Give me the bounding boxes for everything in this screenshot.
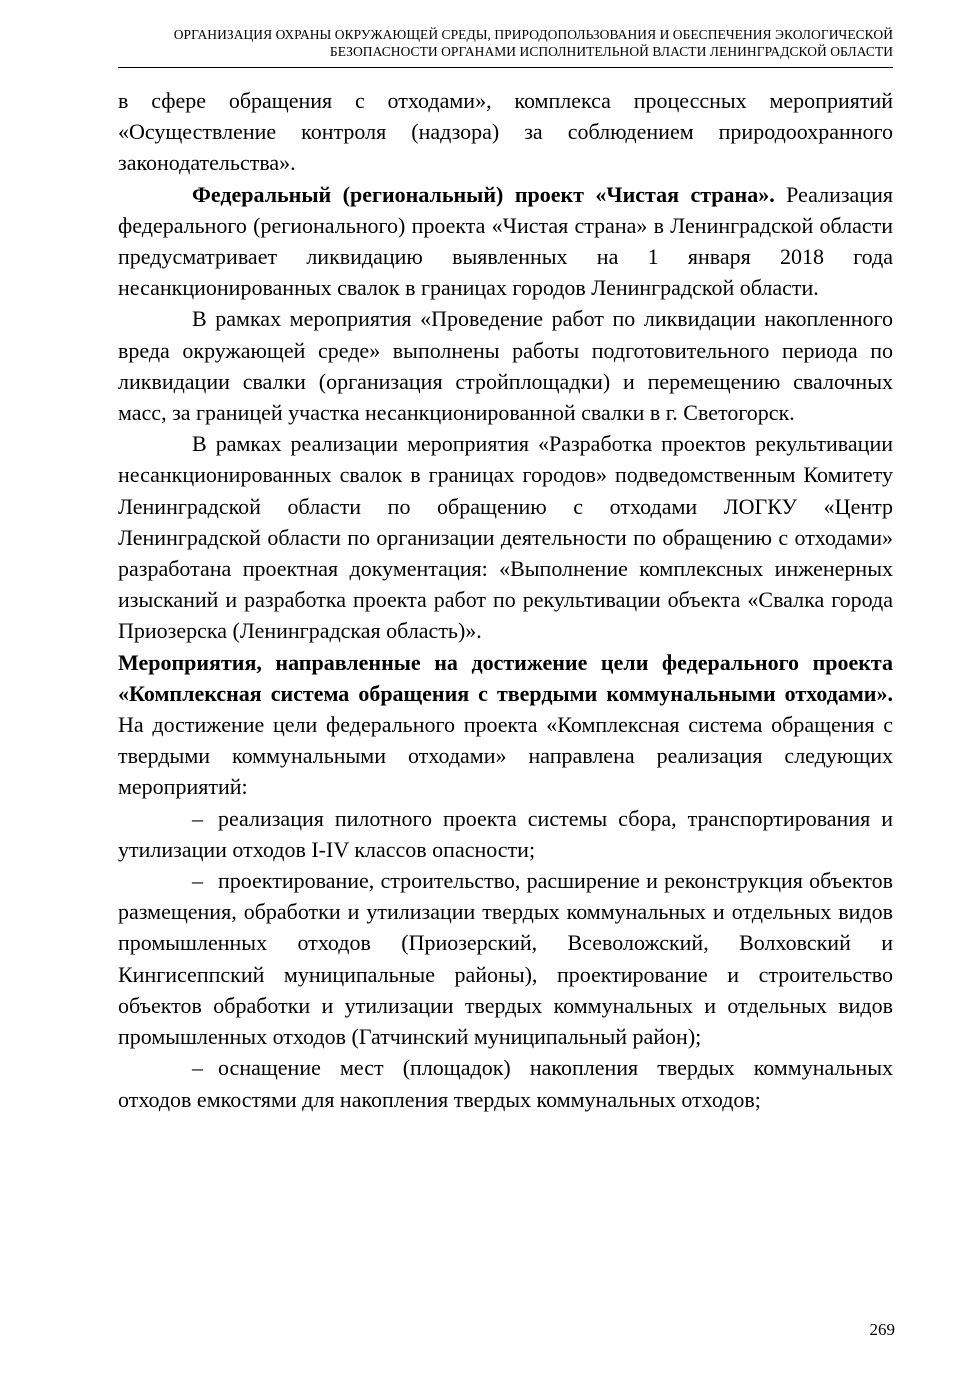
list-item-dash: – — [192, 1055, 203, 1081]
list-item-text: оснащение мест (площадок) накопления твердых коммунальных отходов емкостями для накопления твердых коммунальных отходов; — [118, 1055, 893, 1112]
paragraph-accumulated-damage-text: В рамках мероприятия «Проведение работ по ликвидации накопленного вреда окружающей среде» выполнены работы подготовительного периода по ликвидации свалки (организация стройплощадки) и перемещению свалочных масс, за границей участка несанкционированной свалки в г. Светогорск. — [118, 306, 893, 426]
running-header-line-1: ОРГАНИЗАЦИЯ ОХРАНЫ ОКРУЖАЮЩЕЙ СРЕДЫ, ПРИРОДОПОЛЬЗОВАНИЯ И ОБЕСПЕЧЕНИЯ ЭКОЛОГИЧЕСКОЙ — [173, 27, 893, 42]
running-header — [118, 26, 893, 60]
paragraph-recultivation-text: В рамках реализации мероприятия «Разработка проектов рекультивации несанкционированных свалок в границах городов» подведомственным Комитету Ленинградской области по обращению с отходами ЛОГКУ «Центр Ленинградской области по организации деятельности по обращению с отходами» разработана проектная документация: «Выполнение комплексных инженерных изысканий и разработка проекта работ по рекультивации объекта «Свалка города Приозерска (Ленинградская область)». — [118, 431, 893, 644]
list-item — [118, 803, 893, 865]
list-item-dash: – — [192, 805, 203, 831]
paragraph-waste-system-text: На достижение цели федерального проекта «Комплексная система обращения с твердыми коммунальными отходами» направлена реализация следующих мероприятий: — [118, 712, 893, 800]
paragraph-clean-country-heading: Федеральный (региональный) проект «Чистая страна». — [192, 181, 775, 207]
paragraph-recultivation — [118, 428, 893, 646]
paragraph-clean-country — [118, 179, 893, 304]
list-item — [118, 865, 893, 1052]
list-item — [118, 1052, 893, 1114]
list-item-dash: – — [192, 868, 203, 894]
paragraph-continuation — [118, 85, 893, 179]
running-header-line-2: БЕЗОПАСНОСТИ ОРГАНАМИ ИСПОЛНИТЕЛЬНОЙ ВЛАСТИ ЛЕНИНГРАДСКОЙ ОБЛАСТИ — [329, 44, 893, 59]
body-text — [118, 85, 893, 1115]
header-divider — [118, 67, 893, 68]
paragraph-waste-system-heading: Мероприятия, направленные на достижение цели федерального проекта «Комплексная система обращения с твердыми коммунальными отходами». — [118, 649, 893, 706]
paragraph-continuation-text: в сфере обращения с отходами», комплекса процессных мероприятий «Осуществление контроля (надзора) за соблюдением природоохранного законодательства». — [118, 88, 893, 176]
list-item-text: проектирование, строительство, расширение и реконструкция объектов размещения, обработки и утилизации твердых коммунальных и отдельных видов промышленных отходов (Приозерский, Всеволожский, Волховский и Кингисеппский муниципальные районы), проектирование и строительство объектов обработки и утилизации твердых коммунальных и отдельных видов промышленных отходов (Гатчинский муниципальный район); — [118, 868, 893, 1050]
paragraph-clean-country-text: Реализация федерального (регионального) проекта «Чистая страна» в Ленинградской области предусматривает ликвидацию выявленных на 1 января 2018 года несанкционированных свалок в границах городов Ленинградской области. — [118, 181, 893, 301]
page-number: 269 — [869, 1320, 895, 1339]
paragraph-accumulated-damage — [118, 303, 893, 428]
list-item-text: реализация пилотного проекта системы сбора, транспортирования и утилизации отходов I-IV классов опасности; — [118, 805, 893, 862]
paragraph-waste-system — [118, 647, 893, 803]
